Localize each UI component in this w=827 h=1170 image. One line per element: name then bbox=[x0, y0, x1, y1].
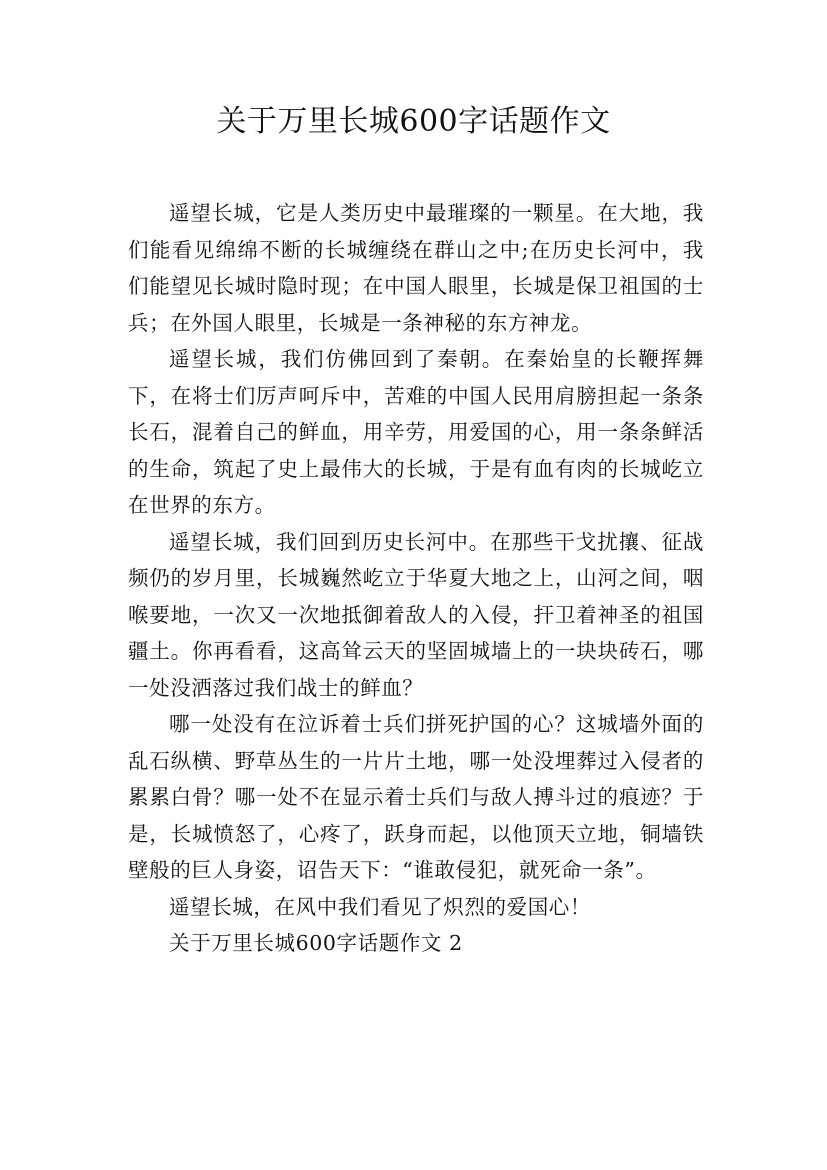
paragraph: 遥望长城，我们仿佛回到了秦朝。在秦始皇的长鞭挥舞下，在将士们厉声呵斥中，苦难的中国人民用肩膀担起一条条长石，混着自己的鲜血，用辛劳，用爱国的心，用一条条鲜活的生命，筑起了史上最伟大的长城，于是有血有肉的长城屹立在世界的东方。 bbox=[128, 347, 704, 517]
paragraph: 遥望长城，我们回到历史长河中。在那些干戈扰攘、征战频仍的岁月里，长城巍然屹立于华夏大地之上，山河之间，咽喉要地，一次又一次地抵御着敌人的入侵，扞卫着神圣的祖国疆土。你再看看，这高耸云天的坚固城墙上的一块块砖石，哪一处没洒落过我们战士的鲜血？ bbox=[128, 529, 704, 700]
page-title: 关于万里长城600字话题作文 bbox=[216, 104, 611, 139]
paragraph: 遥望长城，它是人类历史中最璀璨的一颗星。在大地，我们能看见绵绵不断的长城缠绕在群山之中;在历史长河中，我们能望见长城时隐时现；在中国人眼里，长城是保卫祖国的士兵；在外国人眼里，长城是一条神秘的东方神龙。 bbox=[128, 201, 704, 335]
article-body bbox=[128, 195, 704, 962]
paragraph: 哪一处没有在泣诉着士兵们拼死护国的心？这城墙外面的乱石纵横、野草丛生的一片片土地，哪一处没埋葬过入侵者的累累白骨？哪一处不在显示着士兵们与敌人搏斗过的痕迹？于是，长城愤怒了，心疼了，跃身而起，以他顶天立地，铜墙铁壁般的巨人身姿，诏告天下：“谁敢侵犯，就死命一条”。 bbox=[128, 712, 704, 882]
paragraph: 遥望长城，在风中我们看见了炽烈的爱国心！ bbox=[169, 894, 591, 919]
next-article-heading: 关于万里长城600字话题作文 2 bbox=[169, 931, 463, 955]
